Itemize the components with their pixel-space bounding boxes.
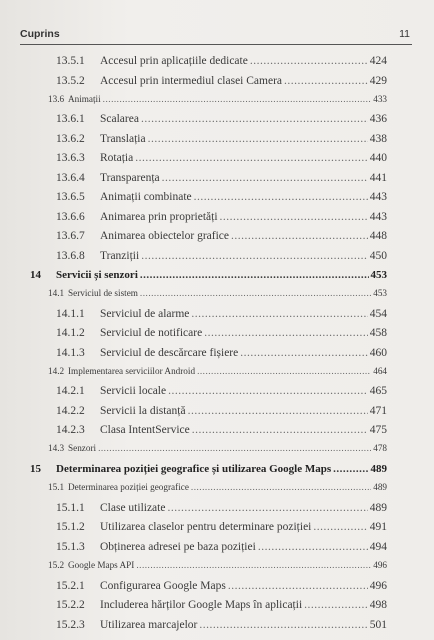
toc-entry: [56, 113, 387, 125]
toc-entry: [56, 308, 387, 320]
section-number: 15.1.1: [56, 502, 85, 514]
section-number: 15: [30, 463, 41, 475]
dot-leader: [140, 288, 371, 298]
toc-entry: [56, 580, 387, 592]
section-number: 15.2: [48, 560, 65, 570]
toc-entry: [48, 560, 387, 570]
dot-leader: [192, 424, 368, 436]
toc-entry: [48, 443, 387, 453]
dot-leader: [136, 560, 371, 570]
dot-leader: [98, 443, 371, 453]
entry-page-number: 458: [369, 327, 387, 339]
section-title: Rotația: [100, 152, 134, 164]
toc-entry: [56, 327, 387, 339]
dot-leader: [194, 191, 368, 203]
section-title: Obținerea adresei pe baza poziției: [100, 541, 256, 553]
entry-page-number: 443: [369, 211, 387, 223]
section-number: 13.5.1: [56, 55, 85, 67]
dot-leader: [168, 385, 368, 397]
section-title: Servicii și senzori: [56, 269, 138, 281]
section-number: 15.2.1: [56, 580, 85, 592]
section-number: 14.1.2: [56, 327, 85, 339]
toc-entry: [56, 521, 387, 533]
toc-entry: [56, 172, 387, 184]
toc-entry: [56, 133, 387, 145]
entry-page-number: 496: [373, 560, 387, 570]
dot-leader: [240, 347, 368, 359]
entry-page-number: 448: [369, 230, 387, 242]
toc-entry: [56, 191, 387, 203]
section-number: 15.1.3: [56, 541, 85, 553]
toc-entry: [30, 463, 387, 475]
section-title: Serviciul de alarme: [100, 308, 190, 320]
entry-page-number: 443: [369, 191, 387, 203]
toc-entry: [56, 230, 387, 242]
toc-entry: [56, 405, 387, 417]
section-number: 14.1.1: [56, 308, 85, 320]
section-number: 14.1.3: [56, 347, 85, 359]
section-title: Serviciul de notificare: [100, 327, 203, 339]
entry-page-number: 453: [370, 269, 387, 281]
entry-page-number: 450: [369, 250, 387, 262]
toc-entry: [56, 599, 387, 611]
entry-page-number: 475: [369, 424, 387, 436]
dot-leader: [284, 75, 368, 87]
section-title: Clasa IntentService: [100, 424, 190, 436]
toc-entry: [56, 541, 387, 553]
entry-page-number: 501: [369, 619, 387, 631]
section-title: Determinarea poziției geografice: [68, 482, 189, 492]
entry-page-number: 460: [369, 347, 387, 359]
toc-entry: [56, 385, 387, 397]
section-number: 13.6.5: [56, 191, 85, 203]
toc-entry: [56, 211, 387, 223]
section-number: 13.6.2: [56, 133, 85, 145]
toc-entry: [48, 94, 387, 104]
section-title: Determinarea poziției geografice și utilizarea Google Maps: [56, 463, 332, 475]
section-number: 13.6.3: [56, 152, 85, 164]
toc-entry: [48, 482, 387, 492]
page-number: 11: [399, 28, 410, 40]
dot-leader: [167, 502, 367, 514]
entry-page-number: 478: [373, 443, 387, 453]
section-number: 15.1: [48, 482, 65, 492]
dot-leader: [231, 230, 368, 242]
section-number: 15.1.2: [56, 521, 85, 533]
entry-page-number: 438: [369, 133, 387, 145]
entry-page-number: 496: [369, 580, 387, 592]
section-number: 13.6.4: [56, 172, 85, 184]
section-title: Translația: [100, 133, 146, 145]
entry-page-number: 454: [369, 308, 387, 320]
entry-page-number: 433: [373, 94, 387, 104]
toc-entry: [56, 619, 387, 631]
dot-leader: [135, 152, 368, 164]
section-title: Configurarea Google Maps: [100, 580, 226, 592]
section-number: 14.2.2: [56, 405, 85, 417]
section-number: 13.6.7: [56, 230, 85, 242]
dot-leader: [304, 599, 368, 611]
dot-leader: [197, 366, 371, 376]
toc-entry: [56, 55, 387, 67]
entry-page-number: 489: [369, 502, 387, 514]
section-number: 13.6: [48, 94, 65, 104]
dot-leader: [141, 113, 368, 125]
dot-leader: [140, 269, 369, 281]
section-number: 14: [30, 269, 41, 281]
section-title: Senzori: [68, 443, 97, 453]
section-title: Animații combinate: [100, 191, 192, 203]
dot-leader: [333, 463, 368, 475]
dot-leader: [258, 541, 368, 553]
entry-page-number: 498: [369, 599, 387, 611]
entry-page-number: 424: [369, 55, 387, 67]
dot-leader: [228, 580, 368, 592]
section-title: Clase utilizate: [100, 502, 166, 514]
section-number: 14.1: [48, 288, 65, 298]
dot-leader: [188, 405, 368, 417]
section-title: Utilizarea claselor pentru determinare poziției: [100, 521, 312, 533]
toc-entry: [48, 366, 387, 376]
toc-entry: [48, 288, 387, 298]
toc-entry: [56, 502, 387, 514]
section-number: 14.2: [48, 366, 65, 376]
section-number: 14.3: [48, 443, 65, 453]
dot-leader: [103, 94, 372, 104]
toc-entry: [56, 75, 387, 87]
section-title: Tranziții: [100, 250, 140, 262]
dot-leader: [220, 211, 368, 223]
toc-entry: [56, 152, 387, 164]
toc-entry: [56, 347, 387, 359]
section-title: Animarea prin proprietăți: [100, 211, 218, 223]
dot-leader: [199, 619, 367, 631]
section-title: Transparența: [100, 172, 160, 184]
section-title: Utilizarea marcajelor: [100, 619, 198, 631]
entry-page-number: 491: [369, 521, 387, 533]
entry-page-number: 489: [370, 463, 387, 475]
section-number: 13.6.8: [56, 250, 85, 262]
section-number: 13.6.6: [56, 211, 85, 223]
entry-page-number: 471: [369, 405, 387, 417]
toc-entry: [56, 424, 387, 436]
section-title: Servicii locale: [100, 385, 167, 397]
dot-leader: [191, 482, 371, 492]
section-number: 15.2.2: [56, 599, 85, 611]
entry-page-number: 494: [369, 541, 387, 553]
section-number: 13.5.2: [56, 75, 85, 87]
entry-page-number: 436: [369, 113, 387, 125]
section-number: 13.6.1: [56, 113, 85, 125]
entry-page-number: 489: [373, 482, 387, 492]
toc-entry: [30, 269, 387, 281]
section-number: 15.2.3: [56, 619, 85, 631]
entry-page-number: 453: [373, 288, 387, 298]
dot-leader: [204, 327, 368, 339]
section-title: Scalarea: [100, 113, 139, 125]
entry-page-number: 429: [369, 75, 387, 87]
section-title: Serviciul de descărcare fișiere: [100, 347, 239, 359]
dot-leader: [141, 250, 368, 262]
section-number: 14.2.1: [56, 385, 85, 397]
section-title: Animarea obiectelor grafice: [100, 230, 229, 242]
section-number: 14.2.3: [56, 424, 85, 436]
section-title: Implementarea serviciilor Android: [68, 366, 196, 376]
entry-page-number: 441: [369, 172, 387, 184]
dot-leader: [148, 133, 368, 145]
section-title: Includerea hărților Google Maps în aplicații: [100, 599, 303, 611]
section-title: Google Maps API: [68, 560, 135, 570]
entry-page-number: 464: [373, 366, 387, 376]
toc-entry: [56, 250, 387, 262]
entry-page-number: 440: [369, 152, 387, 164]
section-title: Serviciul de sistem: [68, 288, 138, 298]
section-title: Servicii la distanță: [100, 405, 186, 417]
running-header: [20, 28, 412, 45]
dot-leader: [162, 172, 368, 184]
entry-page-number: 465: [369, 385, 387, 397]
section-title: Accesul prin aplicațiile dedicate: [100, 55, 248, 67]
section-title: Accesul prin intermediul clasei Camera: [100, 75, 283, 87]
chapter-title: Cuprins: [20, 28, 60, 40]
dot-leader: [250, 55, 368, 67]
section-title: Animații: [68, 94, 101, 104]
dot-leader: [313, 521, 367, 533]
dot-leader: [191, 308, 367, 320]
